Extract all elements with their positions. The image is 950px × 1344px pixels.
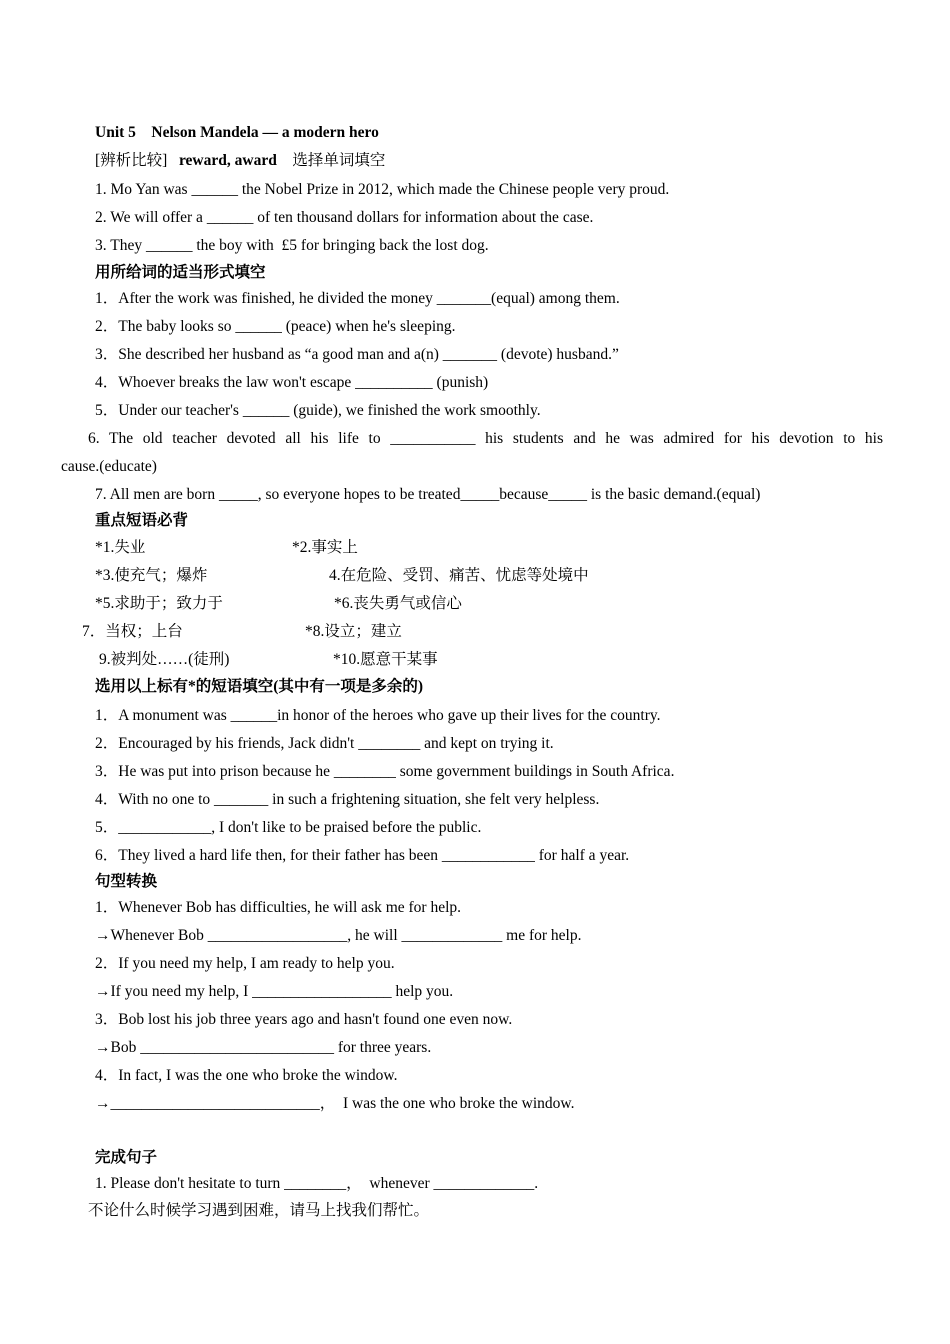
phrase-fill-item: 2．Encouraged by his friends, Jack didn't ________ and kept on trying it. (95, 735, 554, 752)
vocab-item: 2. We will offer a ______ of ten thousand dollars for information about the case. (95, 209, 594, 226)
complete-item-translation: 不论什么时候学习遇到困难，请马上找我们帮忙。 (88, 1202, 430, 1219)
phrases-heading: 重点短语必背 (95, 512, 189, 529)
vocab-instruction: 选择单词填空 (292, 152, 386, 169)
vocab-words: reward, award (178, 152, 277, 169)
vocab-bracket: [辨析比较] (95, 152, 168, 169)
phrase-item: 4.在危险、受罚、痛苦、忧虑等处境中 (329, 567, 589, 584)
complete-item: 1. Please don't hesitate to turn ________， whenever _____________. (95, 1175, 539, 1192)
phrase-item: *3.使充气；爆炸 (95, 567, 208, 584)
phrase-item: 9.被判处……(徒刑) (99, 651, 230, 668)
vocab-heading (95, 151, 385, 171)
word-form-item-6: 6. The old teacher devoted all his life to ___________ his students and he was admired for his devotion to his (88, 430, 883, 447)
vocab-item: 3. They ______ the boy with £5 for bringing back the lost dog. (95, 237, 489, 254)
phrase-fill-item: 6．They lived a hard life then, for their father has been ____________ for half a year. (95, 847, 630, 864)
transform-line: →Whenever Bob __________________, he will _____________ me for help. (95, 927, 582, 944)
word-form-item-7: 7. All men are born _____, so everyone hopes to be treated_____because_____ is the basic demand.(equal) (95, 486, 761, 503)
phrase-fill-heading: 选用以上标有*的短语填空(其中有一项是多余的) (95, 678, 424, 695)
phrase-item: *1.失业 (95, 539, 146, 556)
phrase-item: 7．当权；上台 (82, 623, 183, 640)
word-form-item: 2．The baby looks so ______ (peace) when he's sleeping. (95, 318, 456, 335)
transform-line: →Bob _________________________ for three years. (95, 1039, 432, 1056)
vocab-item: 1. Mo Yan was ______ the Nobel Prize in 2012, which made the Chinese people very proud. (95, 181, 670, 198)
word-form-item-6-cont: cause.(educate) (61, 458, 157, 475)
complete-heading: 完成句子 (95, 1149, 158, 1166)
phrase-fill-item: 4．With no one to _______ in such a frightening situation, she felt very helpless. (95, 791, 600, 808)
phrase-item: *6.丧失勇气或信心 (334, 595, 462, 612)
phrase-item: *5.求助于；致力于 (95, 595, 223, 612)
phrase-item: *10.愿意干某事 (333, 651, 438, 668)
transform-heading: 句型转换 (95, 873, 158, 890)
transform-line: →If you need my help, I __________________ help you. (95, 983, 454, 1000)
transform-line: 3．Bob lost his job three years ago and hasn't found one even now. (95, 1011, 513, 1028)
word-form-item: 1．After the work was finished, he divided the money _______(equal) among them. (95, 290, 620, 307)
phrase-fill-item: 1．A monument was ______in honor of the heroes who gave up their lives for the country. (95, 707, 661, 724)
phrase-item: *2.事实上 (292, 539, 358, 556)
transform-line: 4．In fact, I was the one who broke the window. (95, 1067, 398, 1084)
word-form-item: 4．Whoever breaks the law won't escape __________ (punish) (95, 374, 489, 391)
word-form-item: 3．She described her husband as “a good man and a(n) _______ (devote) husband.” (95, 346, 619, 363)
transform-line: 2．If you need my help, I am ready to help you. (95, 955, 395, 972)
transform-line: 1．Whenever Bob has difficulties, he will ask me for help. (95, 899, 462, 916)
phrase-fill-item: 5．____________, I don't like to be praised before the public. (95, 819, 482, 836)
unit-title: Unit 5 Nelson Mandela — a modern hero (95, 124, 379, 141)
phrase-fill-item: 3．He was put into prison because he ________ some government buildings in South Africa. (95, 763, 675, 780)
transform-line: →___________________________， I was the one who broke the window. (95, 1095, 575, 1112)
phrase-item: *8.设立；建立 (305, 623, 402, 640)
word-form-item: 5．Under our teacher's ______ (guide), we finished the work smoothly. (95, 402, 541, 419)
word-forms-heading: 用所给词的适当形式填空 (95, 264, 266, 281)
